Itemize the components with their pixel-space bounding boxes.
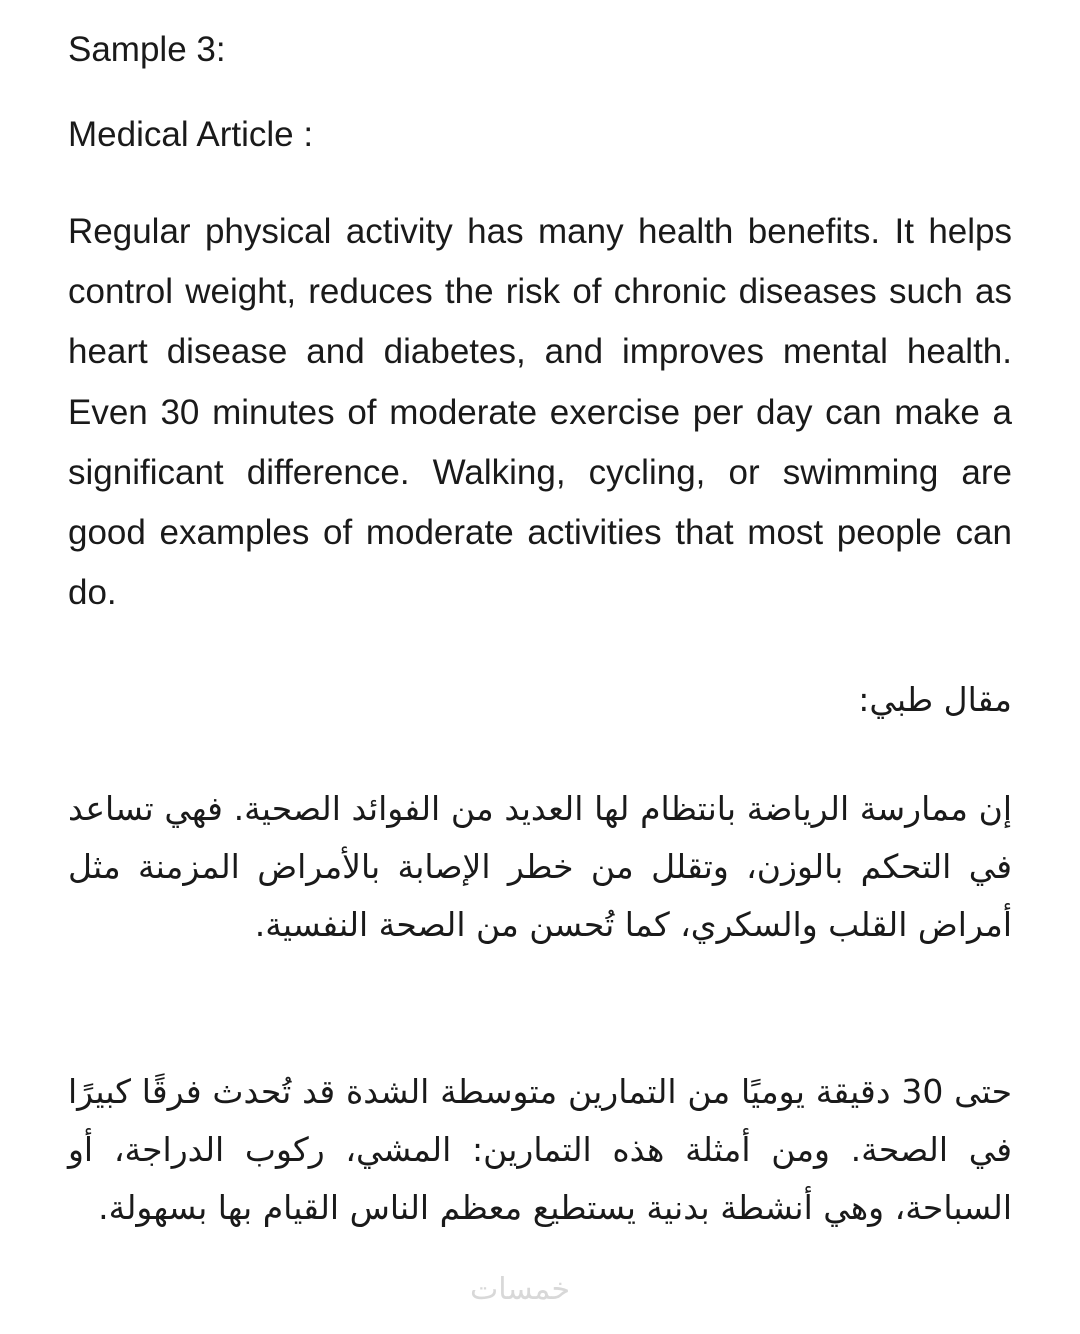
sample-label: Sample 3: xyxy=(68,30,226,69)
arabic-paragraph-1: إن ممارسة الرياضة بانتظام لها العديد من الفوائد الصحية. فهي تساعد في التحكم بالوزن، وتقلل من خطر الإصابة بالأمراض المزمنة مثل أمراض القلب والسكري، كما تُحسن من الصحة النفسية. xyxy=(68,789,1012,944)
arabic-paragraph-2: حتى 30 دقيقة يوميًا من التمارين متوسطة الشدة قد تُحدث فرقًا كبيرًا في الصحة. ومن أمثلة هذه التمارين: المشي، ركوب الدراجة، أو السباحة، وهي أنشطة بدنية يستطيع معظم الناس القيام بها بسهولة. xyxy=(68,1072,1012,1227)
watermark-logo: خمسات xyxy=(470,1272,571,1307)
article-label: Medical Article : xyxy=(68,115,314,154)
arabic-title: مقال طبي: xyxy=(858,680,1012,719)
english-paragraph: Regular physical activity has many health benefits. It helps control weight, reduces the risk of chronic diseases such as heart disease and diabetes, and improves mental health. Even 30 minutes of moderate exercise per day can make a significant difference. Walking, cycling, or swimming are good examples of moderate activities that most people can do. xyxy=(68,212,1012,613)
